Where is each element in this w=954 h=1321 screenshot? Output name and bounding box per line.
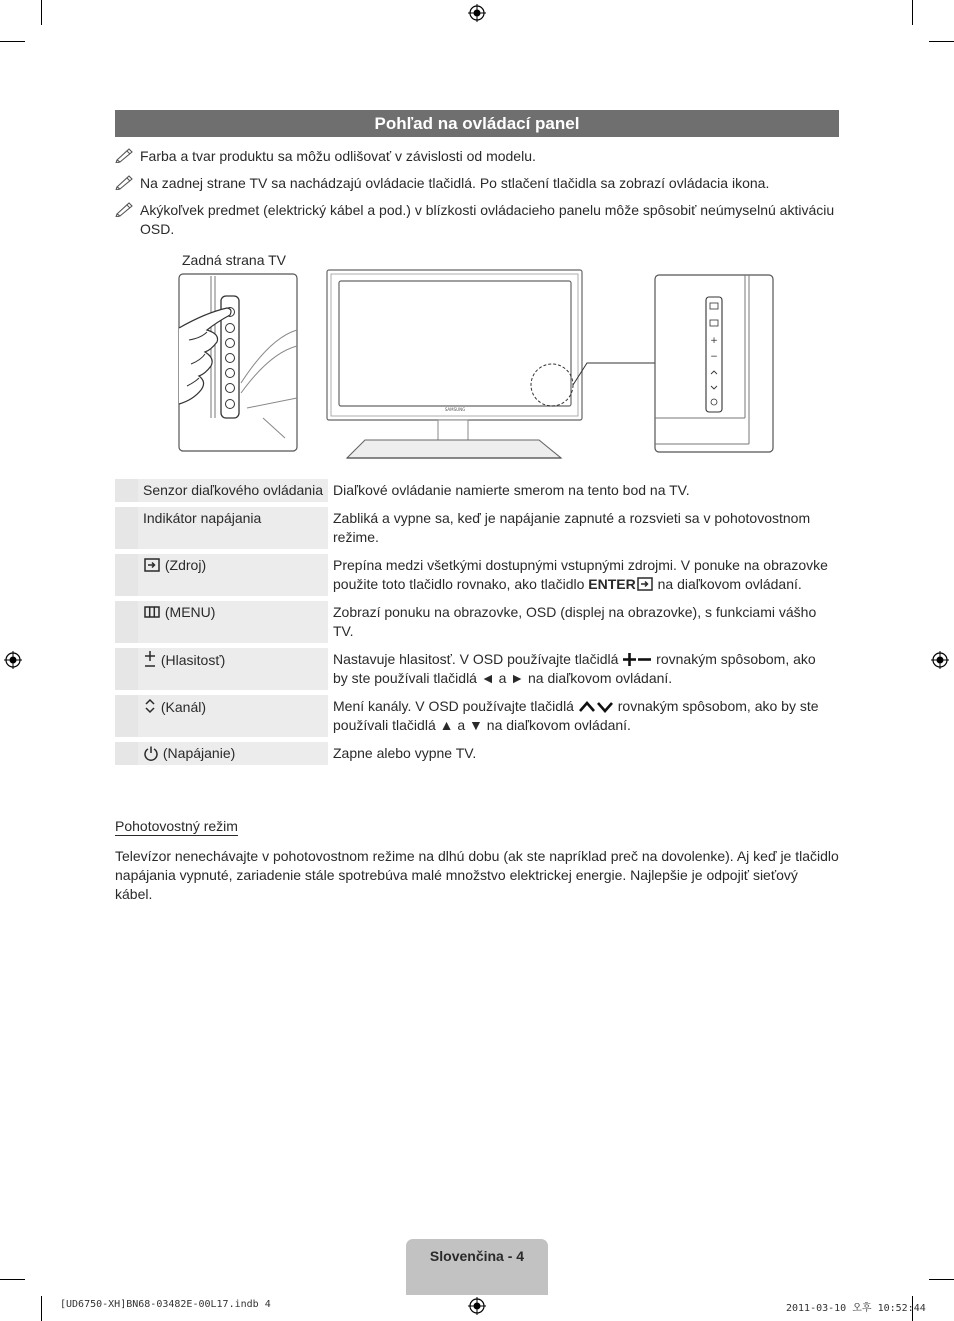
page-label: Slovenčina - 4 [406, 1239, 548, 1295]
table-row [115, 552, 839, 599]
table-row [115, 599, 839, 646]
table-row [115, 505, 839, 552]
file-info: [UD6750-XH]BN68-03482E-00L17.indb 4 [60, 1299, 271, 1310]
registration-mark-icon [4, 651, 22, 669]
registration-mark-icon [931, 651, 949, 669]
channel-icon [143, 697, 157, 715]
feature-description: Zapne alebo vypne TV. [328, 740, 839, 768]
feature-description: Prepína medzi všetkými dostupnými vstupnými zdrojmi. V ponuke na obrazovke použite toto tlačidlo rovnako, ako tlačidlo ENTER na diaľkovom ovládaní. [328, 552, 839, 599]
note-text: Akýkoľvek predmet (elektrický kábel a pod.) v blízkosti ovládacieho panelu môže spôsobiť neúmyselnú aktiváciu OSD. [140, 202, 835, 237]
row-marker [115, 693, 138, 740]
chevron-down-icon [596, 700, 614, 714]
row-marker [115, 599, 138, 646]
svg-text:−: − [710, 352, 718, 362]
row-marker [115, 740, 138, 768]
enter-source-icon [636, 576, 654, 592]
table-row [115, 646, 839, 693]
feature-description: Zabliká a vypne sa, keď je napájanie zapnuté a rozsvieti sa v pohotovostnom režime. [328, 505, 839, 552]
hand-pressing-button-illustration [179, 274, 297, 451]
note-text: Na zadnej strane TV sa nachádzajú ovládacie tlačidlá. Po stlačení tlačidla sa zobrazí ovládacia ikona. [140, 175, 770, 191]
pencil-note-icon [115, 147, 135, 163]
print-timestamp: 2011-03-10 오후 10:52:44 [786, 1303, 926, 1314]
feature-name: Indikátor napájania [138, 505, 328, 552]
svg-text:+: + [710, 336, 718, 346]
feature-name: Senzor diaľkového ovládania [138, 479, 328, 505]
tv-front-illustration [327, 270, 655, 458]
crop-mark [41, 1296, 42, 1321]
pencil-note-icon [115, 174, 135, 190]
note-item [115, 174, 839, 193]
registration-mark-icon [468, 4, 486, 22]
crop-mark [929, 1279, 954, 1280]
notes-list [115, 147, 839, 247]
back-side-label: Zadná strana TV [182, 252, 287, 268]
control-features-table [115, 479, 839, 770]
table-row [115, 693, 839, 740]
power-icon [143, 745, 159, 761]
minus-icon [637, 652, 652, 667]
feature-name: (Kanál) [138, 693, 328, 740]
row-marker [115, 505, 138, 552]
crop-mark [912, 0, 913, 25]
feature-name: (Hlasitosť) [138, 646, 328, 693]
section-title: Pohľad na ovládací panel [115, 110, 839, 137]
standby-text: Televízor nenechávajte v pohotovostnom režime na dlhú dobu (ak ste napríklad preč na dovolenke). Aj keď je tlačidlo napájania vypnuté, zariadenie stále spotrebúva malé množstvo elektrickej energie. Najlepšie je odpojiť sieťový kábel. [115, 848, 839, 902]
note-item [115, 147, 839, 166]
tv-brand-logo: SAMSUNG [444, 407, 466, 412]
feature-description: Diaľkové ovládanie namierte smerom na tento bod na TV. [328, 479, 839, 505]
zoomed-control-strip-illustration [655, 275, 773, 452]
plus-minus-icon [143, 650, 157, 668]
menu-icon [143, 604, 161, 620]
standby-heading: Pohotovostný režim [115, 818, 238, 834]
chevron-up-icon [578, 700, 596, 714]
plus-icon [622, 652, 637, 667]
note-item [115, 201, 839, 239]
feature-name: (MENU) [138, 599, 328, 646]
crop-mark [0, 41, 25, 42]
feature-name: (Napájanie) [138, 740, 328, 768]
crop-mark [0, 1279, 25, 1280]
row-marker [115, 646, 138, 693]
control-panel-diagram [175, 268, 779, 463]
feature-description: Zobrazí ponuku na obrazovke, OSD (displej na obrazovke), s funkciami vášho TV. [328, 599, 839, 646]
table-row [115, 740, 839, 768]
crop-mark [41, 0, 42, 25]
row-marker [115, 479, 138, 505]
feature-name: (Zdroj) [138, 552, 328, 599]
feature-description: Nastavuje hlasitosť. V OSD používajte tlačidlá rovnakým spôsobom, ako by ste používali tlačidlá ◄ a ► na diaľkovom ovládaní. [328, 646, 839, 693]
table-row [115, 479, 839, 505]
note-text: Farba a tvar produktu sa môžu odlišovať v závislosti od modelu. [140, 148, 536, 164]
pencil-note-icon [115, 201, 135, 217]
feature-description: Mení kanály. V OSD používajte tlačidlá rovnakým spôsobom, ako by ste používali tlačidlá ▲ a ▼ na diaľkovom ovládaní. [328, 693, 839, 740]
row-marker [115, 552, 138, 599]
registration-mark-icon [468, 1297, 486, 1315]
source-icon [143, 557, 161, 573]
crop-mark [929, 41, 954, 42]
